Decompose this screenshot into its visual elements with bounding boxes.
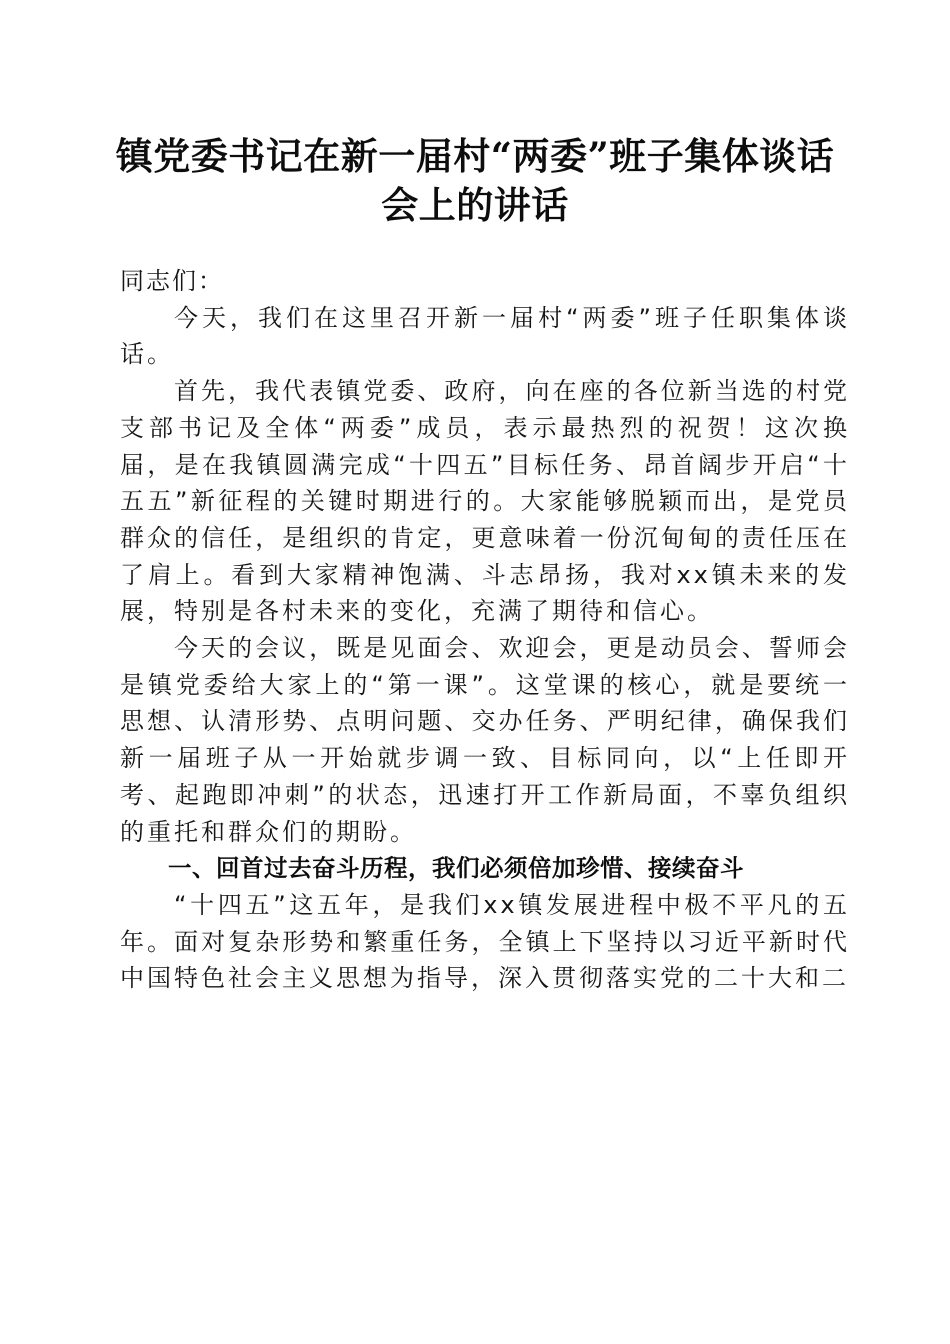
paragraph-opening: 今天，我们在这里召开新一届村“两委”班子任职集体谈话。 (120, 303, 850, 369)
section-heading-one: 一、回首过去奋斗历程，我们必须倍加珍惜、接续奋斗 (168, 854, 744, 883)
paragraph-section-one: “十四五”这五年，是我们xx镇发展进程中极不平凡的五年。面对复杂形势和繁重任务，全镇上下坚持以习近平新时代中国特色社会主义思想为指导，深入贯彻落实党的二十大和二 (120, 890, 850, 993)
document-title: 镇党委书记在新一届村“两委”班子集体谈话会上的讲话 (115, 134, 835, 227)
paragraph-congratulations: 首先，我代表镇党委、政府，向在座的各位新当选的村党支部书记及全体“两委”成员，表示最热烈的祝贺！这次换届，是在我镇圆满完成“十四五”目标任务、昂首阔步开启“十五五”新征程的关键时期进行的。大家能够脱颖而出，是党员群众的信任，是组织的肯定，更意味着一份沉甸甸的责任压在了肩上。看到大家精神饱满、斗志昂扬，我对xx镇未来的发展，特别是各村未来的变化，充满了期待和信心。 (120, 377, 850, 626)
paragraph-first-lesson: 今天的会议，既是见面会、欢迎会，更是动员会、誓师会是镇党委给大家上的“第一课”。这堂课的核心，就是要统一思想、认清形势、点明问题、交办任务、严明纪律，确保我们新一届班子从一开始就步调一致、目标同向，以“上任即开考、起跑即冲刺”的状态，迅速打开工作新局面，不辜负组织的重托和群众们的期盼。 (120, 634, 850, 846)
document-body (120, 263, 850, 997)
salutation: 同志们： (120, 267, 224, 295)
